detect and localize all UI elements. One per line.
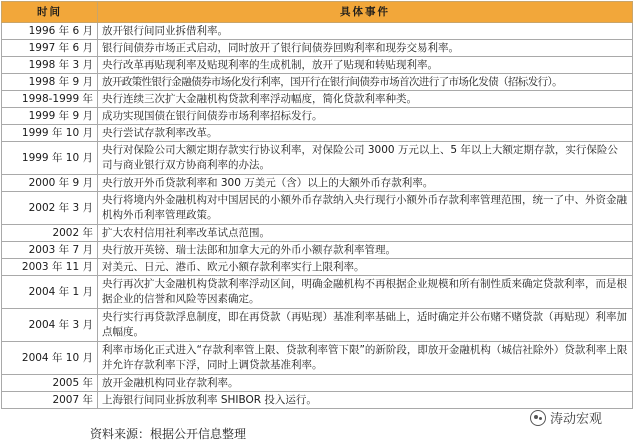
row-time: 2000 年 9 月 bbox=[2, 175, 98, 192]
row-event: 央行放开英镑、瑞士法郎和加拿大元的外币小额存款利率管理。 bbox=[98, 242, 633, 259]
source-caption: 资料来源：根据公开信息整理 bbox=[90, 427, 247, 441]
row-time: 1998 年 9 月 bbox=[2, 74, 98, 91]
row-time: 1999 年 10 月 bbox=[2, 125, 98, 142]
table-row bbox=[2, 309, 633, 342]
row-time: 2004 年 1 月 bbox=[2, 276, 98, 309]
row-event: 放开金融机构同业存款利率。 bbox=[98, 375, 633, 392]
row-time: 2002 年 3 月 bbox=[2, 192, 98, 225]
table-row bbox=[2, 276, 633, 309]
header-time: 时间 bbox=[2, 2, 98, 23]
row-event: 央行尝试存款利率改革。 bbox=[98, 125, 633, 142]
row-event: 上海银行间同业拆放利率 SHIBOR 投入运行。 bbox=[98, 392, 633, 409]
row-event: 放开银行间同业拆借利率。 bbox=[98, 23, 633, 40]
table-row bbox=[2, 225, 633, 242]
table-row bbox=[2, 40, 633, 57]
table-row bbox=[2, 74, 633, 91]
row-event: 放开政策性银行金融债券市场化发行利率，国开行在银行间债券市场首次进行了市场化发债（招标发行）。 bbox=[98, 74, 633, 91]
row-time: 1998 年 3 月 bbox=[2, 57, 98, 74]
row-event: 成功实现国债在银行间债券市场利率招标发行。 bbox=[98, 108, 633, 125]
row-time: 1996 年 6 月 bbox=[2, 23, 98, 40]
table-row bbox=[2, 242, 633, 259]
row-event: 央行对保险公司大额定期存款实行协议利率，对保险公司 3000 万元以上、5 年以上大额定期存款，实行保险公司与商业银行双方协商利率的办法。 bbox=[98, 142, 633, 175]
header-event: 具体事件 bbox=[98, 2, 633, 23]
table-row bbox=[2, 259, 633, 276]
watermark bbox=[530, 408, 602, 427]
table-row bbox=[2, 375, 633, 392]
row-time: 2003 年 7 月 bbox=[2, 242, 98, 259]
row-time: 2004 年 3 月 bbox=[2, 309, 98, 342]
row-time: 2002 年 bbox=[2, 225, 98, 242]
row-time: 1998-1999 年 bbox=[2, 91, 98, 108]
row-event: 央行连续三次扩大金融机构贷款利率浮动幅度，简化贷款利率种类。 bbox=[98, 91, 633, 108]
row-event: 央行放开外币贷款利率和 300 万美元（含）以上的大额外币存款利率。 bbox=[98, 175, 633, 192]
row-event: 央行改革再贴现利率及贴现利率的生成机制，放开了贴现和转贴现利率。 bbox=[98, 57, 633, 74]
row-time: 2007 年 bbox=[2, 392, 98, 409]
table-row bbox=[2, 57, 633, 74]
row-time: 2003 年 11 月 bbox=[2, 259, 98, 276]
row-time: 1997 年 6 月 bbox=[2, 40, 98, 57]
table-row bbox=[2, 175, 633, 192]
table-row bbox=[2, 108, 633, 125]
row-event: 银行间债券市场正式启动，同时放开了银行间债券回购利率和现券交易利率。 bbox=[98, 40, 633, 57]
row-time: 1999 年 10 月 bbox=[2, 142, 98, 175]
table-row bbox=[2, 91, 633, 108]
row-event: 央行再次扩大金融机构贷款利率浮动区间，明确金融机构不再根据企业规模和所有制性质来确定贷款利率，而是根据企业的信誉和风险等因素确定。 bbox=[98, 276, 633, 309]
header-row bbox=[2, 2, 633, 23]
wechat-icon bbox=[530, 410, 546, 426]
row-event: 扩大农村信用社利率改革试点范围。 bbox=[98, 225, 633, 242]
row-time: 1999 年 9 月 bbox=[2, 108, 98, 125]
table-row bbox=[2, 342, 633, 375]
row-event: 对美元、日元、港币、欧元小额存款利率实行上限利率。 bbox=[98, 259, 633, 276]
table-row bbox=[2, 23, 633, 40]
row-event: 利率市场化正式进入“存款利率管上限、贷款利率管下限”的新阶段，即放开金融机构（城信社除外）贷款利率上限并允许存款利率下浮，同时上调贷款基准利率。 bbox=[98, 342, 633, 375]
row-time: 2005 年 bbox=[2, 375, 98, 392]
row-event: 央行实行再贷款浮息制度，即在再贷款（再贴现）基准利率基础上，适时确定并公布赌不赌贷款（再贴现）利率加点幅度。 bbox=[98, 309, 633, 342]
row-time: 2004 年 10 月 bbox=[2, 342, 98, 375]
events-table bbox=[1, 1, 633, 409]
table-row bbox=[2, 142, 633, 175]
table-row bbox=[2, 125, 633, 142]
row-event: 央行将境内外金融机构对中国居民的小额外币存款纳入央行现行小额外币存款利率管理范围，统一了中、外资金融机构外币利率管理政策。 bbox=[98, 192, 633, 225]
watermark-text: 涛动宏观 bbox=[550, 412, 603, 427]
table-row bbox=[2, 392, 633, 409]
table-row bbox=[2, 192, 633, 225]
